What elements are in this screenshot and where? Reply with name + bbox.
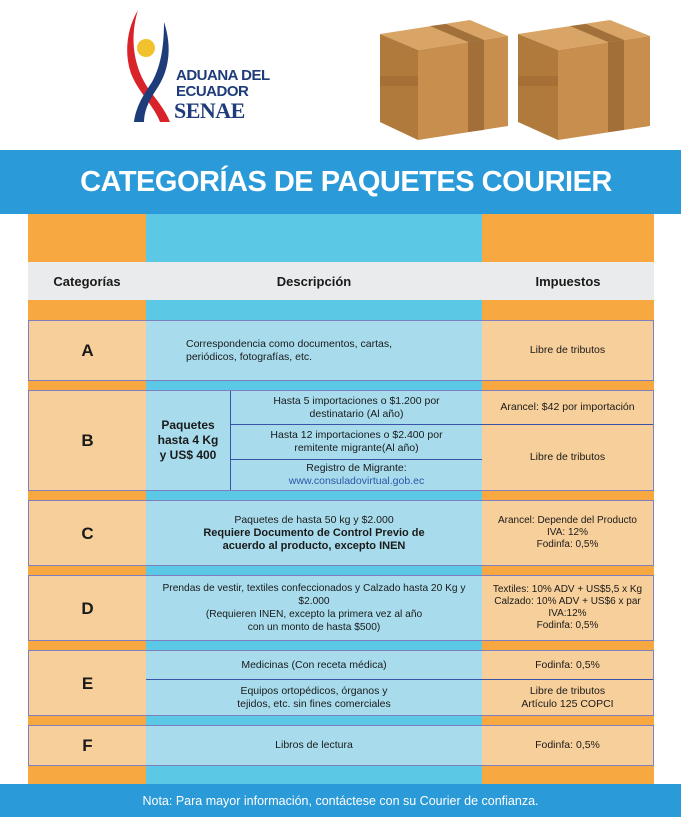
row-f-description: Libros de lectura (275, 739, 353, 751)
row-b-sub2-cell (231, 425, 482, 459)
row-b (28, 390, 654, 491)
category-letter-e: E (81, 673, 94, 693)
row-b-group-cell (146, 391, 230, 490)
row-b-taxes2: Libre de tributos (529, 451, 606, 463)
category-letter-f: F (82, 736, 93, 755)
row-b-category-cell (29, 391, 146, 490)
header-category: Categorías (53, 273, 121, 289)
logo-line-1: ADUANA DEL (176, 67, 270, 84)
row-a-description-cell (146, 321, 482, 380)
category-letter-b: B (81, 431, 94, 450)
row-c-taxes-line3: Fodinfa: 0,5% (536, 539, 599, 550)
senae-logo (120, 6, 270, 126)
row-d-taxes-line4: Fodinfa: 0,5% (536, 620, 599, 631)
row-e-description2: Equipos ortopédicos, órganos y tejidos, etc. sin fines comerciales (237, 684, 391, 710)
row-b-taxes2-cell (482, 425, 653, 490)
row-b-sub1-cell (231, 391, 482, 424)
row-b-taxes1-cell (482, 391, 653, 424)
row-e-category-cell (29, 651, 146, 715)
row-b-taxes1: Arancel: $42 por importación (500, 401, 635, 413)
row-c-description-cell (146, 501, 482, 565)
row-d-taxes-line1: Textiles: 10% ADV + US$5,5 x Kg (492, 584, 643, 595)
footer-note: Nota: Para mayor información, contáctese con su Courier de confianza. (142, 793, 539, 808)
row-c-taxes-line2: IVA: 12% (547, 527, 588, 538)
category-letter-d: D (81, 598, 94, 618)
row-d-description-line1: Prendas de vestir, textiles confeccionados y Calzado hasta 20 Kg y $2.000 (162, 583, 466, 607)
row-a (28, 320, 654, 381)
row-b-sub2: Hasta 12 importaciones o $2.400 por remitente migrante(Al año) (270, 429, 443, 454)
page-title: CATEGORÍAS DE PAQUETES COURIER (80, 165, 612, 198)
cardboard-boxes-image (370, 4, 680, 144)
row-d-taxes-cell (482, 576, 653, 640)
row-e-taxes2-line2: Artículo 125 COPCI (521, 697, 614, 710)
row-b-group-label: Paquetes hasta 4 Kg y US$ 400 (157, 418, 219, 462)
row-a-taxes: Libre de tributos (529, 344, 606, 356)
row-a-taxes-cell (482, 321, 653, 380)
row-e-taxes2-line1: Libre de tributos (529, 684, 606, 697)
header-description: Descripción (276, 273, 352, 289)
row-e (28, 650, 654, 716)
row-e-taxes2-cell (482, 680, 653, 715)
row-c-taxes-line1: Arancel: Depende del Producto (498, 515, 637, 526)
row-a-description: Correspondencia como documentos, cartas, periódicos, fotografías, etc. (186, 337, 393, 363)
row-c-taxes-cell (482, 501, 653, 565)
row-a-category-cell (29, 321, 146, 380)
row-e-description1-cell (146, 651, 482, 679)
row-c (28, 500, 654, 566)
row-d-taxes-line2: Calzado: 10% ADV + US$6 x par (494, 596, 641, 607)
senae-logo-emblem (120, 6, 180, 124)
header-taxes: Impuestos (535, 273, 601, 289)
consulado-virtual-link[interactable]: www.consuladovirtual.gob.ec (288, 475, 425, 487)
row-c-description-bold: Requiere Documento de Control Previo de acuerdo al producto, excepto INEN (203, 526, 425, 552)
category-letter-c: C (81, 523, 94, 543)
row-e-taxes1: Fodinfa: 0,5% (535, 658, 600, 671)
row-d-category-cell (29, 576, 146, 640)
category-letter-a: A (81, 341, 94, 360)
row-e-description2-cell (146, 680, 482, 715)
logo-line-3: SENAE (174, 98, 245, 123)
row-f (28, 725, 654, 766)
row-d-description-line2: (Requieren INEN, excepto la primera vez al año con un monto de hasta $500) (205, 609, 423, 633)
row-e-description1: Medicinas (Con receta médica) (241, 658, 387, 671)
row-b-sub1: Hasta 5 importaciones o $1.200 por destinatario (Al año) (273, 394, 440, 420)
row-f-description-cell (146, 726, 482, 765)
row-f-taxes-cell (482, 726, 653, 765)
row-f-category-cell (29, 726, 146, 765)
migrant-registry-label: Registro de Migrante: (306, 462, 407, 474)
row-c-description: Paquetes de hasta 50 kg y $2.000 (234, 513, 394, 526)
row-d-description-cell (146, 576, 482, 640)
row-b-sub3-cell (231, 460, 482, 490)
logo-line-2: ECUADOR (176, 83, 249, 100)
row-c-category-cell (29, 501, 146, 565)
row-d (28, 575, 654, 641)
row-d-taxes-line3: IVA:12% (548, 608, 587, 619)
row-f-taxes: Fodinfa: 0,5% (535, 739, 600, 751)
row-e-taxes1-cell (482, 651, 653, 679)
